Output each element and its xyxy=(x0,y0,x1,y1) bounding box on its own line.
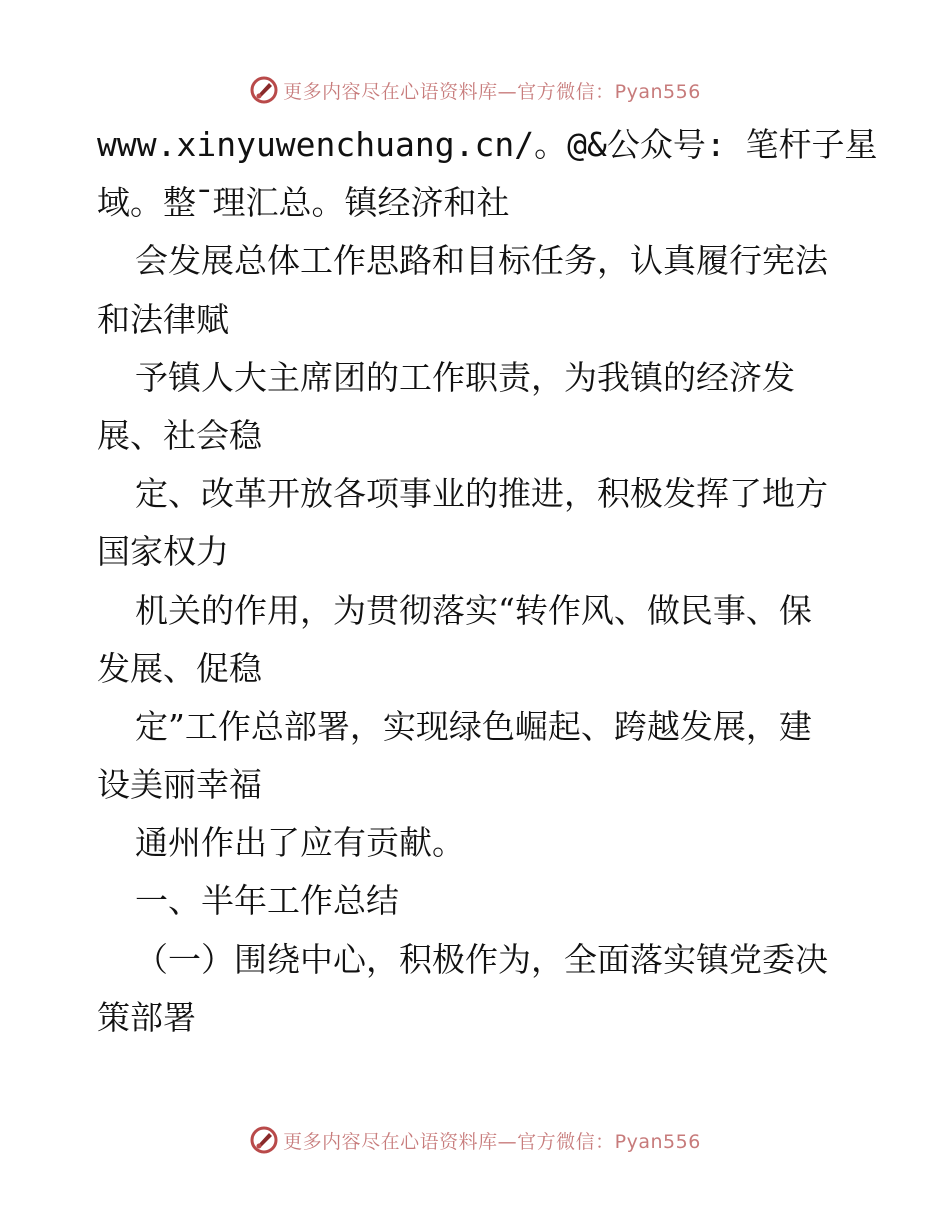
text-line: 通州作出了应有贡献。 xyxy=(135,823,465,863)
text-line: 定、改革开放各项事业的推进，积极发挥了地方 xyxy=(135,474,828,514)
watermark-text: 更多内容尽在心语资料库—官方微信：Pyan556 xyxy=(283,1130,701,1153)
section-heading: 一、半年工作总结 xyxy=(135,881,399,921)
text-line: 机关的作用，为贯彻落实“转作风、做民事、保 xyxy=(135,590,812,630)
text-line: 策部署 xyxy=(97,997,196,1037)
document-body xyxy=(97,116,878,1047)
brush-circle-logo-icon xyxy=(249,75,279,105)
text-line: 域。整¯理汇总。镇经济和社 xyxy=(97,183,510,223)
watermark-footer xyxy=(0,1120,950,1160)
text-line: 和法律赋 xyxy=(97,299,229,339)
text-line: 发展、促稳 xyxy=(97,648,262,688)
text-line: www.xinyuwenchuang.cn/。@&公众号: 笔杆子星 xyxy=(97,125,878,164)
watermark-text: 更多内容尽在心语资料库—官方微信：Pyan556 xyxy=(283,80,701,103)
brush-circle-logo-icon xyxy=(249,1125,279,1155)
text-line: 设美丽幸福 xyxy=(97,765,262,805)
watermark-header xyxy=(0,70,950,110)
text-line: 国家权力 xyxy=(97,532,229,572)
subsection-heading: （一）围绕中心，积极作为，全面落实镇党委决 xyxy=(135,939,828,979)
text-line: 会发展总体工作思路和目标任务，认真履行宪法 xyxy=(135,241,828,281)
text-line: 展、社会稳 xyxy=(97,415,262,455)
text-line: 定”工作总部署，实现绿色崛起、跨越发展，建 xyxy=(135,706,812,746)
text-line: 予镇人大主席团的工作职责，为我镇的经济发 xyxy=(135,357,795,397)
